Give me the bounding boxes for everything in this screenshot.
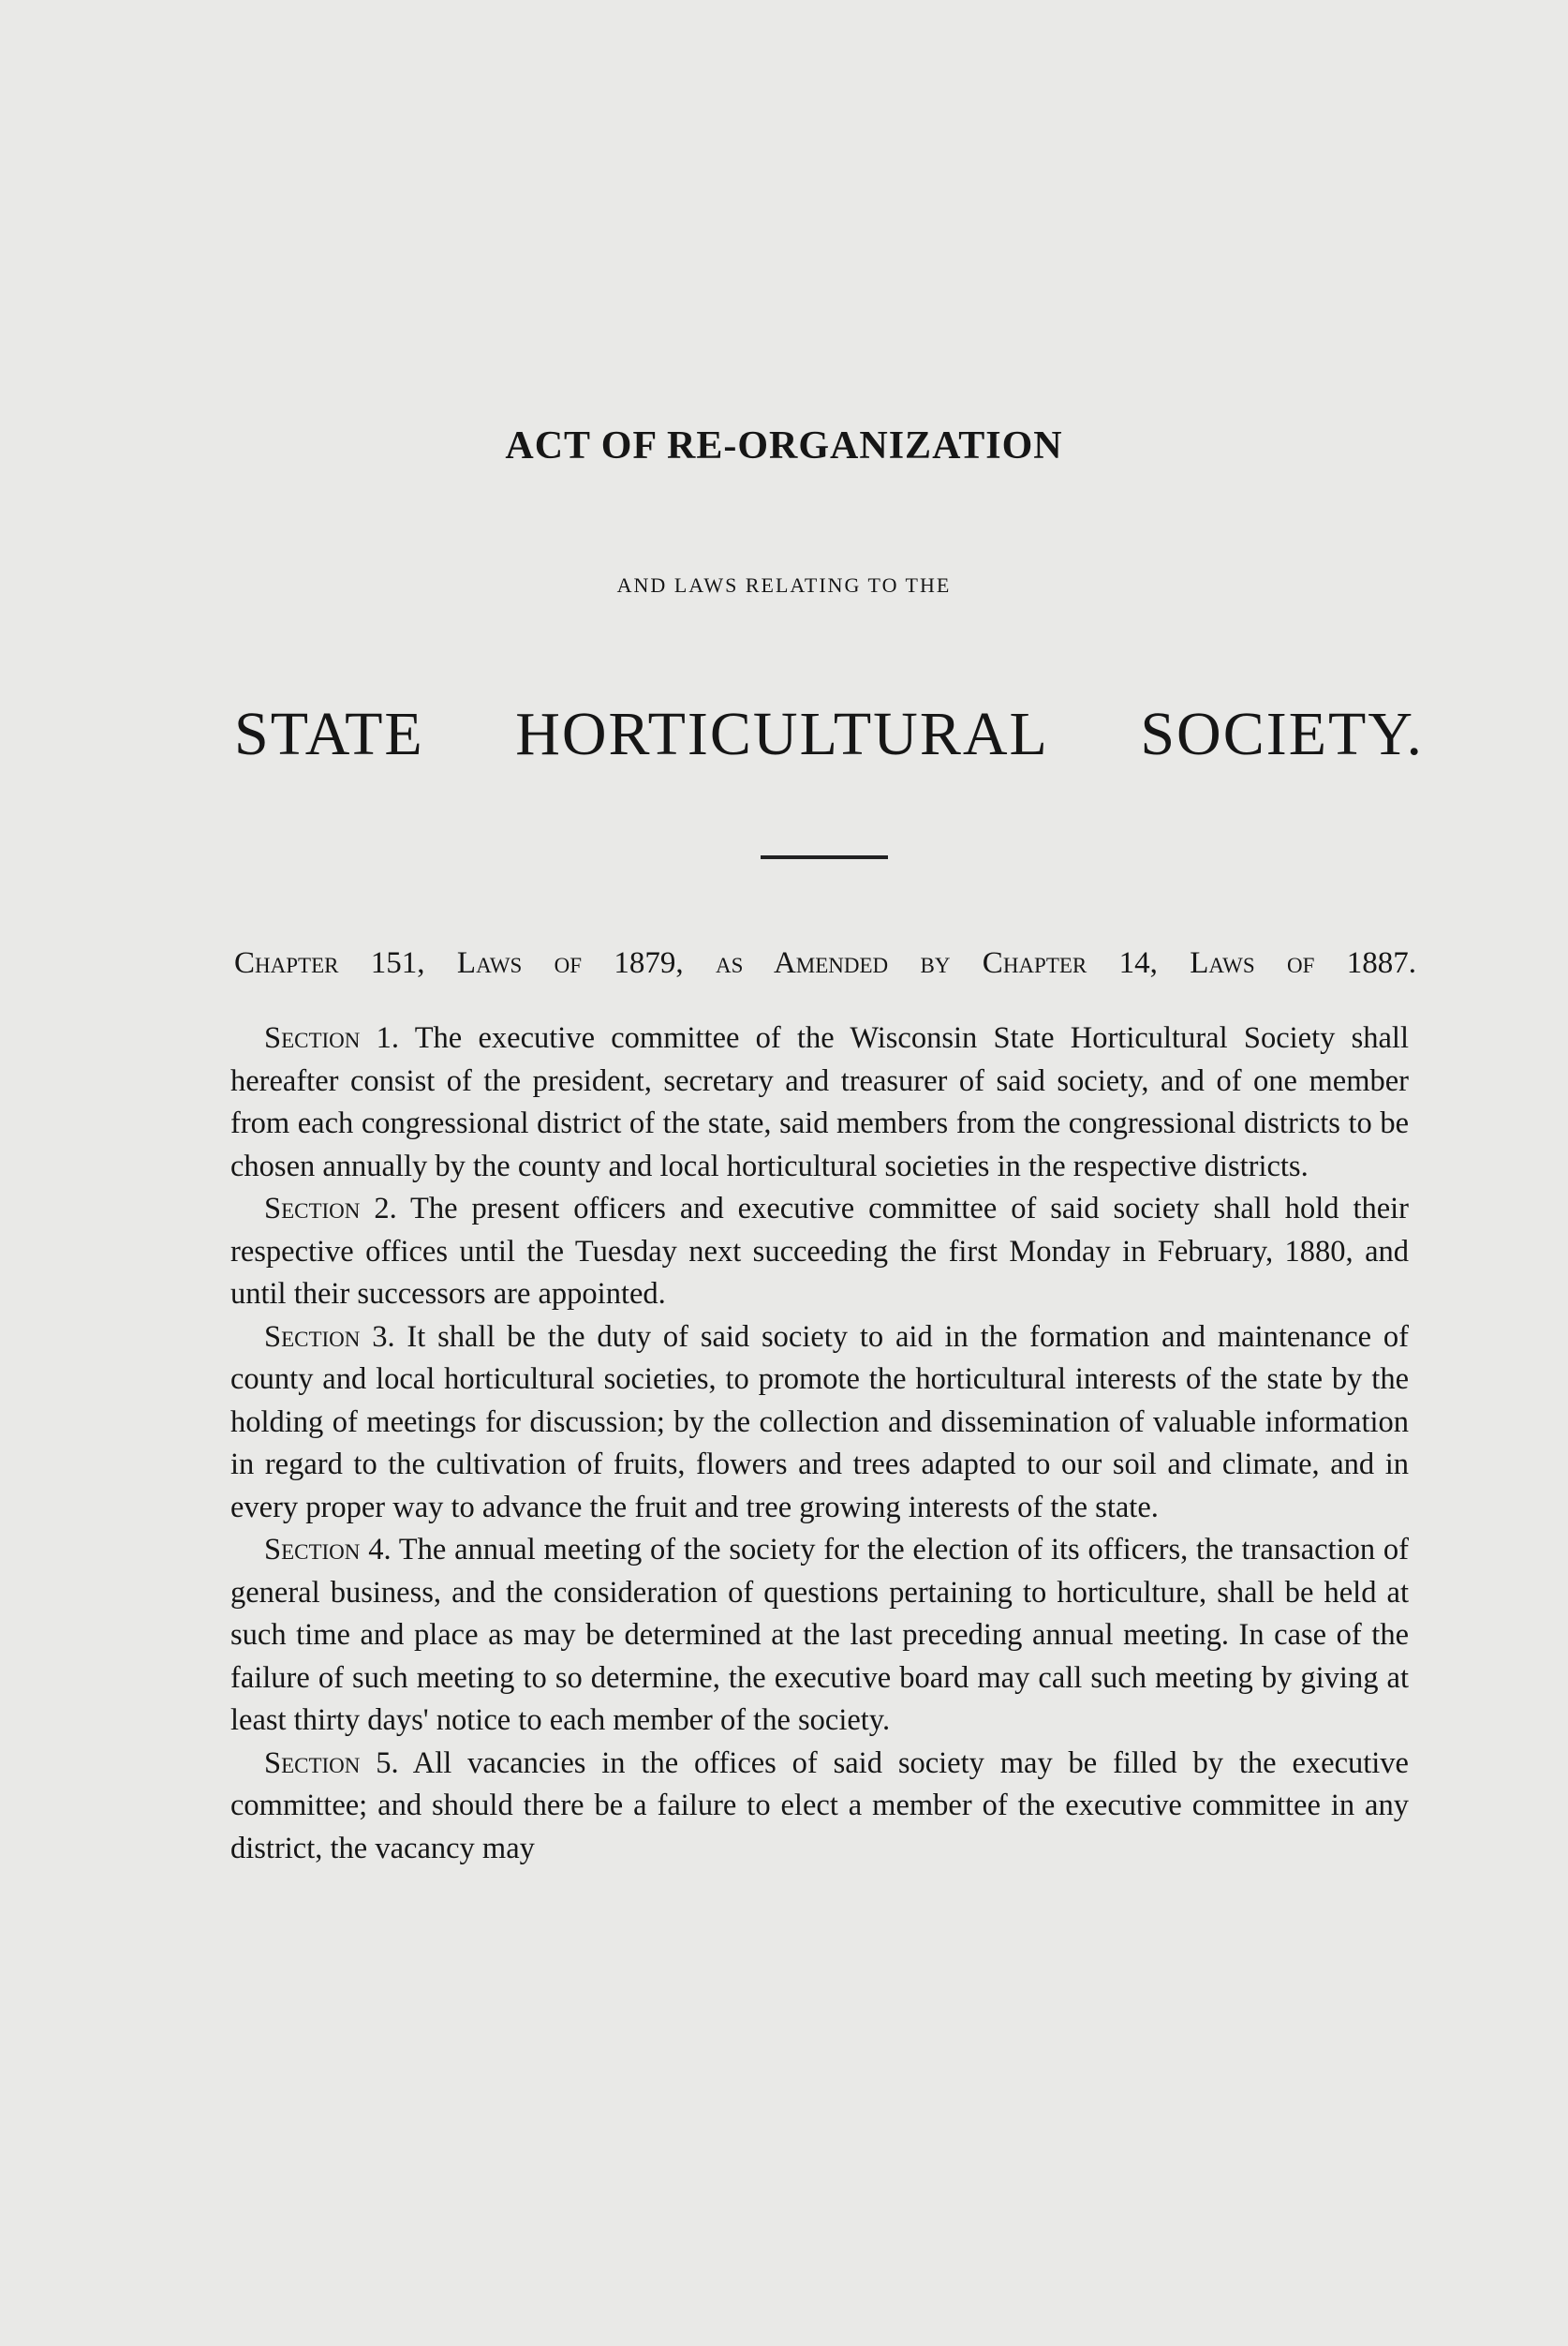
divider-rule bbox=[761, 855, 888, 859]
section-paragraph bbox=[230, 1316, 1409, 1530]
section-label: Section 5. bbox=[264, 1745, 399, 1780]
section-label: Section 2. bbox=[264, 1192, 397, 1225]
act-body bbox=[230, 1017, 1409, 1870]
section-text: All vacancies in the offices of said society may be filled by the executive committee; and should there be a failure to elect a member of the executive committee in any district, the vacancy may bbox=[230, 1745, 1409, 1865]
section-text: It shall be the duty of said society to aid in the formation and maintenance of county and local horticultural societies, to promote the horticultural interests of the state by the holding of meetings for discussion; by the collection and dissemination of valuable information in regard to the cultivation of fruits, flowers and trees adapted to our soil and climate, and in every proper way to advance the fruit and tree growing interests of the state. bbox=[230, 1319, 1409, 1524]
society-title-word: HORTICULTURAL bbox=[515, 700, 1049, 768]
section-text: The annual meeting of the society for the election of its officers, the transaction of general business, and the consideration of questions pertaining to horticulture, shall be held at such time and place as may be determined at the last preceding annual meeting. In case of the failure of such meeting to so determine, the executive board may call such meeting by giving at least thirty days' notice to each member of the society. bbox=[230, 1533, 1409, 1737]
section-text: The executive committee of the Wisconsin State Horticultural Society shall hereafter consist of the president, secretary and treasurer of said society, and of one member from each congressional district of the state, said members from the congressional districts to be chosen annually by the county and local horticultural societies in the respective districts. bbox=[230, 1021, 1409, 1183]
document-title: ACT OF RE-ORGANIZATION bbox=[505, 424, 1063, 468]
section-paragraph bbox=[230, 1188, 1409, 1316]
society-title-word: SOCIETY. bbox=[1140, 700, 1424, 768]
section-label: Section 1. bbox=[264, 1021, 400, 1055]
section-label: Section 3. bbox=[264, 1319, 395, 1354]
section-label: Section 4. bbox=[264, 1533, 392, 1566]
section-paragraph bbox=[230, 1529, 1409, 1743]
section-paragraph bbox=[230, 1017, 1409, 1188]
section-paragraph bbox=[230, 1743, 1409, 1871]
chapter-heading: Chapter 151, Laws of 1879, as Amended by Chapter 14, Laws of 1887. bbox=[234, 946, 1416, 980]
society-title-word: STATE bbox=[234, 700, 424, 768]
section-text: The present officers and executive committee of said society shall hold their respective offices until the Tuesday next succeeding the first Monday in February, 1880, and until their successors are appointed. bbox=[230, 1192, 1410, 1311]
document-subtitle: AND LAWS RELATING TO THE bbox=[616, 573, 952, 597]
society-title bbox=[234, 699, 1424, 770]
